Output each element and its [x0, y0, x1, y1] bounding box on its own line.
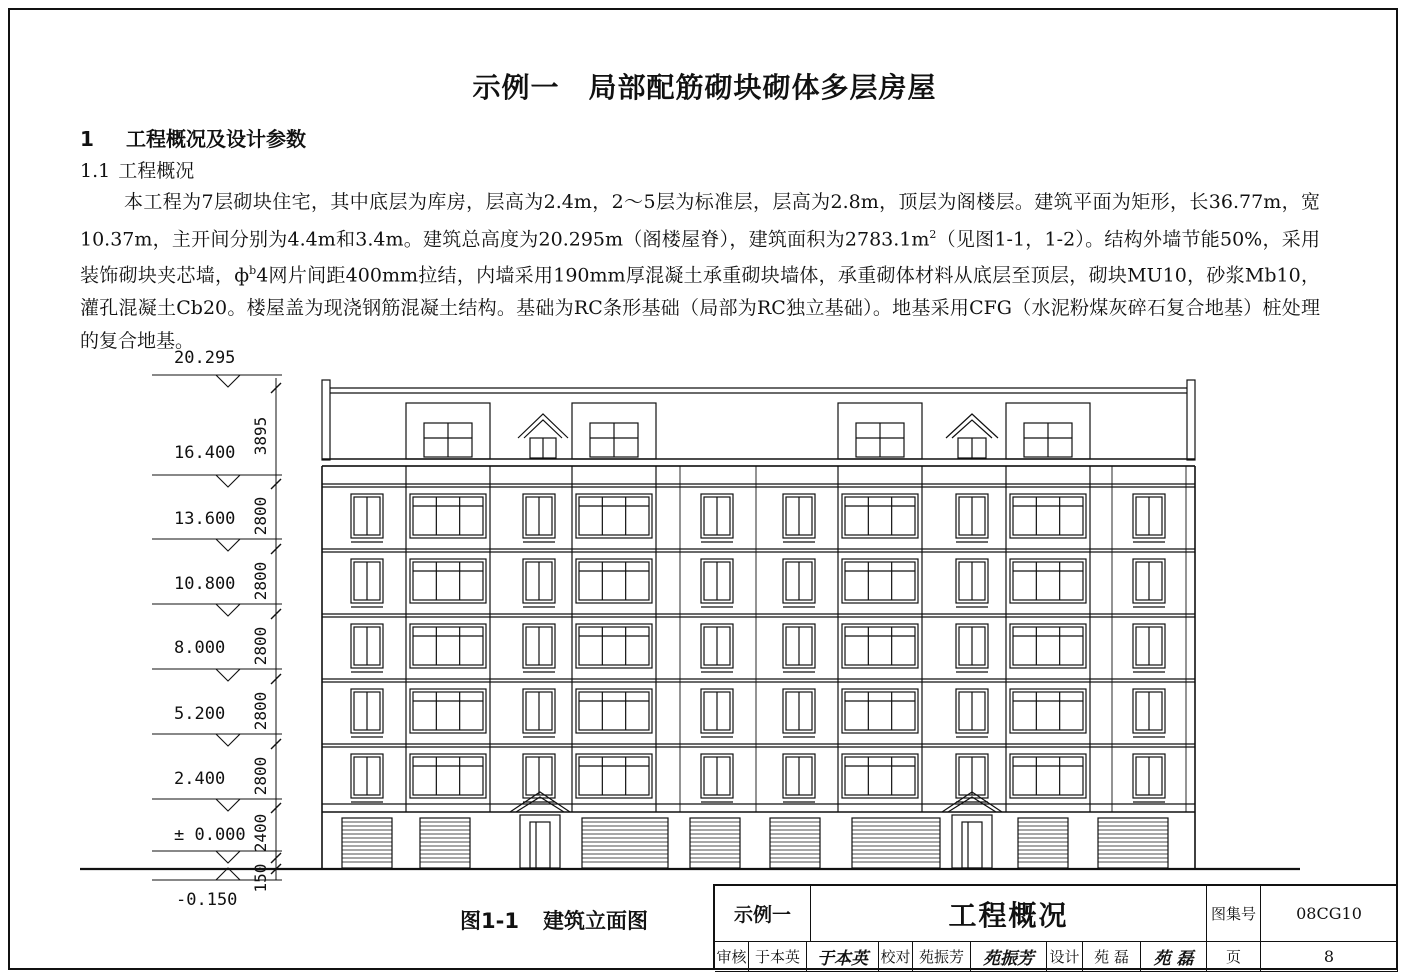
- window: [1010, 559, 1086, 603]
- dimension-value: 3895: [251, 416, 270, 456]
- superscript-b: b: [249, 264, 257, 278]
- window-frame: [579, 692, 649, 730]
- window-frame: [1013, 562, 1083, 600]
- dimension-value: 2800: [251, 561, 270, 601]
- entrance-door: [962, 822, 982, 868]
- window: [410, 494, 486, 538]
- window: [842, 624, 918, 668]
- level-value: -0.150: [176, 890, 238, 910]
- atlas-number-label: 图集号: [1207, 886, 1261, 942]
- checker-name: 苑振芳: [913, 942, 971, 972]
- parapet-right: [1187, 380, 1195, 460]
- garage-door: [690, 818, 740, 868]
- window-frame: [413, 692, 483, 730]
- level-marker-icon: [216, 799, 240, 811]
- window: [842, 559, 918, 603]
- page-label: 页: [1207, 942, 1261, 972]
- level-marker-icon: [216, 851, 240, 863]
- check-label: 校对: [879, 942, 913, 972]
- window: [410, 624, 486, 668]
- level-value: 5.200: [174, 704, 226, 724]
- dimension-value: 2800: [251, 626, 270, 666]
- level-marker-icon: [216, 539, 240, 551]
- window-frame: [845, 497, 915, 535]
- page-number: 8: [1261, 942, 1398, 972]
- dimension-value: 2800: [251, 691, 270, 731]
- superscript-2: 2: [929, 227, 937, 241]
- section-number: 1: [80, 127, 94, 151]
- window: [1010, 754, 1086, 798]
- window-frame: [579, 627, 649, 665]
- window-frame: [845, 627, 915, 665]
- window: [842, 494, 918, 538]
- window-frame: [845, 562, 915, 600]
- level-value: ± 0.000: [174, 825, 246, 845]
- window-frame: [1013, 757, 1083, 795]
- window: [1010, 689, 1086, 733]
- gable-roof: [524, 420, 562, 438]
- section-title: 工程概况及设计参数: [126, 127, 306, 151]
- garage-door: [342, 818, 392, 868]
- dimension-value: 2800: [251, 496, 270, 536]
- window: [410, 689, 486, 733]
- window-frame: [413, 627, 483, 665]
- paragraph-text-1: 本工程为7层砌块住宅，其中底层为库房，层高为2.4m，2～5层为标准层，层高为2.8m，顶层为阁楼层。建筑平面为矩形，长36.77m，宽10.37m，主开间分别为4.4m和3.4m。建筑总高度为20.295m（阁楼屋脊），建筑面积为2783.1m: [80, 191, 1320, 250]
- dimension-value: 2800: [251, 756, 270, 796]
- gable-roof: [946, 414, 998, 438]
- level-value: 13.600: [174, 509, 236, 529]
- gable-roof: [952, 420, 992, 438]
- atlas-number: 08CG10: [1261, 886, 1398, 942]
- window: [576, 624, 652, 668]
- checker-signature: 苑振芳: [971, 942, 1047, 972]
- entrance: [520, 815, 560, 868]
- designer-signature: 苑 磊: [1141, 942, 1207, 972]
- paragraph-text-2: （见图1-1，1-2）。结构外墙节能50%，采用装饰砌块夹芯墙，ф: [80, 227, 1320, 287]
- window: [576, 494, 652, 538]
- window-frame: [1013, 692, 1083, 730]
- garage-door: [1018, 818, 1068, 868]
- subsection-number: 1.1: [80, 160, 111, 182]
- window: [576, 754, 652, 798]
- window-frame: [413, 497, 483, 535]
- window-frame: [579, 497, 649, 535]
- dimension-value: 150: [251, 863, 270, 893]
- garage-door: [582, 818, 668, 868]
- title-block: [713, 884, 1398, 970]
- figure-title: 建筑立面图: [542, 909, 648, 933]
- window-frame: [579, 562, 649, 600]
- parapet-left: [322, 380, 330, 460]
- window-frame: [413, 562, 483, 600]
- window-frame: [845, 692, 915, 730]
- level-marker-icon: [216, 669, 240, 681]
- level-value: 16.400: [174, 443, 236, 463]
- window: [1010, 624, 1086, 668]
- entrance-door: [530, 822, 550, 868]
- garage-door: [770, 818, 820, 868]
- reviewer-signature: 于本英: [807, 942, 879, 972]
- review-label: 审核: [715, 942, 749, 972]
- building-facade: [322, 380, 1195, 869]
- window-frame: [1013, 627, 1083, 665]
- designer-name: 苑 磊: [1083, 942, 1141, 972]
- gable-roof: [518, 414, 568, 438]
- garage-door: [852, 818, 940, 868]
- window-frame: [579, 757, 649, 795]
- window: [576, 689, 652, 733]
- window: [842, 689, 918, 733]
- paragraph-text-3: 4网片间距400mm拉结，内墙采用190mm厚混凝土承重砌块墙体，承重砌体材料从底层至顶层，砌块MU10，砂浆Mb10，灌孔混凝土Cb20。楼屋盖为现浇钢筋混凝土结构。基础为RC条形基础（局部为RC独立基础）。地基采用CFG（水泥粉煤灰碎石复合地基）桩处理的复合地基。: [80, 264, 1320, 352]
- garage-door: [420, 818, 470, 868]
- window: [410, 559, 486, 603]
- level-value: 2.400: [174, 769, 226, 789]
- reviewer-name: 于本英: [749, 942, 807, 972]
- level-marker-icon: [216, 475, 240, 487]
- level-value: 8.000: [174, 638, 226, 658]
- window: [842, 754, 918, 798]
- window-frame: [413, 757, 483, 795]
- design-label: 设计: [1047, 942, 1083, 972]
- entrance: [952, 815, 992, 868]
- window: [1010, 494, 1086, 538]
- title-block-sheet-title: 工程概况: [811, 886, 1207, 942]
- window: [410, 754, 486, 798]
- level-value: 20.295: [174, 348, 236, 368]
- dimension-value: 2400: [251, 813, 270, 853]
- level-marker-icon: [216, 604, 240, 616]
- level-marker-icon: [216, 734, 240, 746]
- garage-door: [1098, 818, 1168, 868]
- level-marker-icon: [216, 375, 240, 387]
- subsection-title: 工程概况: [118, 160, 195, 182]
- figure-caption: [460, 905, 648, 935]
- title-block-sample: 示例一: [715, 886, 811, 942]
- page-title: 示例一 局部配筋砌块砌体多层房屋: [472, 71, 937, 104]
- figure-number: 图1-1: [460, 909, 519, 933]
- window-frame: [1013, 497, 1083, 535]
- level-value: 10.800: [174, 574, 236, 594]
- window-frame: [845, 757, 915, 795]
- window: [576, 559, 652, 603]
